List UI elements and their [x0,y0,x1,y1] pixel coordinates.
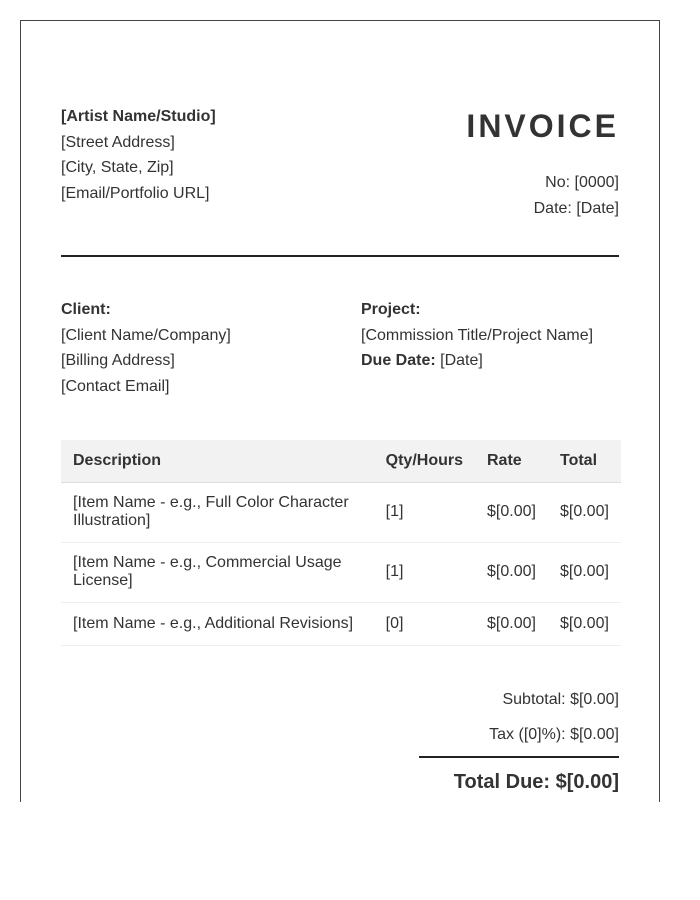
header-description: Description [61,440,374,482]
invoice-date: Date: [Date] [533,200,619,217]
item-qty: [1] [374,482,475,542]
sender-city: [City, State, Zip] [61,159,174,177]
item-total: $[0.00] [548,602,621,645]
subtotal: Subtotal: $[0.00] [502,691,619,708]
item-description: [Item Name - e.g., Additional Revisions] [61,602,374,645]
tax: Tax ([0]%): $[0.00] [489,726,619,743]
table-row [61,542,621,602]
totals-block [419,687,619,796]
item-qty: [1] [374,542,475,602]
sender-name: [Artist Name/Studio] [61,108,216,125]
item-qty: [0] [374,602,475,645]
item-rate: $[0.00] [475,542,548,602]
sender-street: [Street Address] [61,133,175,151]
totals-divider [419,756,619,758]
table-header-row [61,440,621,482]
total-due: Total Due: $[0.00] [453,771,619,793]
due-date-value: [Date] [440,352,483,370]
item-description: [Item Name - e.g., Full Color Character Illustration] [61,482,374,542]
project-due-date [361,348,593,374]
invoice-title: INVOICE [466,108,619,144]
table-row [61,482,621,542]
header-qty-hours: Qty/Hours [374,440,475,482]
sender-block [61,104,216,206]
line-items-table [61,440,621,646]
invoice-content [61,21,619,802]
item-total: $[0.00] [548,482,621,542]
due-date-label: Due Date: [361,352,436,370]
header-rate: Rate [475,440,548,482]
header-divider [61,255,619,257]
table-row [61,602,621,645]
invoice-page [20,20,660,802]
item-description: [Item Name - e.g., Commercial Usage License] [61,542,374,602]
invoice-number: No: [0000] [545,174,619,191]
project-heading: Project: [361,301,421,318]
client-name: [Client Name/Company] [61,326,231,344]
item-rate: $[0.00] [475,482,548,542]
project-block [361,297,593,374]
client-email: [Contact Email] [61,377,170,395]
item-total: $[0.00] [548,542,621,602]
client-block [61,297,231,399]
sender-contact: [Email/Portfolio URL] [61,184,210,202]
header-total: Total [548,440,621,482]
client-heading: Client: [61,301,111,318]
client-address: [Billing Address] [61,352,175,370]
invoice-header [466,106,619,222]
item-rate: $[0.00] [475,602,548,645]
project-name: [Commission Title/Project Name] [361,326,594,344]
